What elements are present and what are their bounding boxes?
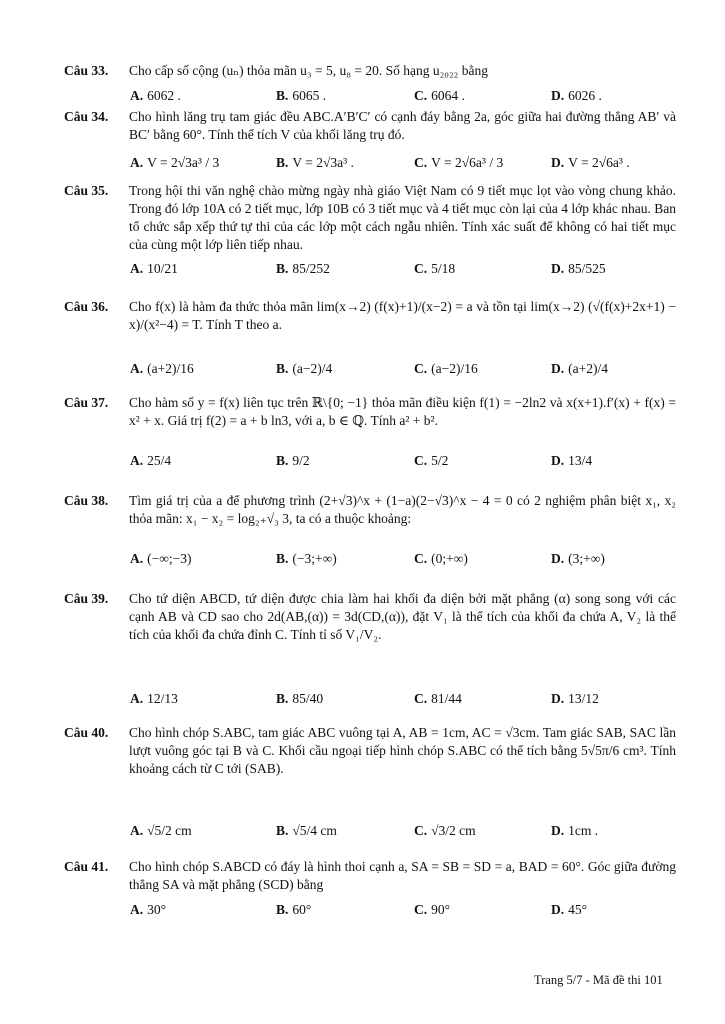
option-d[interactable]: D. 45°: [551, 902, 588, 917]
option-b[interactable]: B. 85/40: [276, 691, 324, 706]
option-c[interactable]: C. 90°: [414, 902, 451, 917]
question-text: Cho hình chóp S.ABCD có đáy là hình thoi cạnh a, SA = SB = SD = a, BAD = 60°. Góc giữa đường thẳng SA và mặt phẳng (SCD) bằng: [129, 859, 676, 892]
option-b[interactable]: B. (−3;+∞): [276, 551, 337, 566]
option-c[interactable]: C. 81/44: [414, 691, 462, 706]
option-b[interactable]: B. √5/4 cm: [276, 823, 337, 838]
option-a[interactable]: A. 10/21: [130, 261, 178, 276]
option-d[interactable]: D. 85/525: [551, 261, 606, 276]
option-a[interactable]: A. V = 2√3a³ / 3: [130, 155, 220, 170]
option-d[interactable]: D. 6026 .: [551, 88, 602, 103]
question-38: [64, 492, 676, 528]
question-37: [64, 394, 676, 430]
option-a[interactable]: A. √5/2 cm: [130, 823, 192, 838]
option-c[interactable]: C. 6064 .: [414, 88, 465, 103]
question-text: Cho hình lăng trụ tam giác đều ABC.A′B′C′ có cạnh đáy bằng 2a, góc giữa hai đường thẳng AB′ và BC′ bằng 60°. Tính thể tích V của khối lăng trụ đó.: [129, 109, 676, 142]
options-37: [130, 444, 690, 478]
question-number: Câu 37.: [64, 395, 109, 410]
option-a[interactable]: A. (−∞;−3): [130, 551, 192, 566]
question-39: [64, 590, 676, 644]
option-c[interactable]: C. V = 2√6a³ / 3: [414, 155, 504, 170]
option-c[interactable]: C. √3/2 cm: [414, 823, 476, 838]
option-a[interactable]: A. 12/13: [130, 691, 178, 706]
question-41: [64, 858, 676, 894]
option-d[interactable]: D. 13/4: [551, 453, 593, 468]
option-b[interactable]: B. 60°: [276, 902, 312, 917]
question-text: Cho hình chóp S.ABC, tam giác ABC vuông tại A, AB = 1cm, AC = √3cm. Tam giác SAB, SAC lần lượt vuông góc tại B và C. Khối cầu ngoại tiếp hình chóp S.ABC có thể tích bằng 5√5π/6 cm³. Tính khoảng cách từ C tới (SAB).: [129, 725, 676, 776]
options-34: [130, 146, 690, 180]
options-40: [130, 814, 690, 848]
options-38: [130, 542, 690, 576]
option-a[interactable]: A. (a+2)/16: [130, 361, 194, 376]
question-number: Câu 36.: [64, 299, 109, 314]
question-number: Câu 40.: [64, 725, 109, 740]
options-39: [130, 682, 690, 716]
option-c[interactable]: C. 5/18: [414, 261, 456, 276]
option-d[interactable]: D. 1cm .: [551, 823, 599, 838]
option-b[interactable]: B. 85/252: [276, 261, 330, 276]
page-footer: Trang 5/7 - Mã đề thi 101: [534, 973, 663, 987]
question-35: [64, 182, 676, 254]
question-40: [64, 724, 676, 778]
option-b[interactable]: B. 6065 .: [276, 88, 327, 103]
option-d[interactable]: D. 13/12: [551, 691, 599, 706]
question-number: Câu 41.: [64, 859, 109, 874]
question-number: Câu 33.: [64, 63, 109, 78]
options-35: [130, 252, 690, 286]
option-d[interactable]: D. V = 2√6a³ .: [551, 155, 630, 170]
question-text: Trong hội thi văn nghệ chào mừng ngày nhà giáo Việt Nam có 9 tiết mục lọt vào vòng chung khảo. Trong đó lớp 10A có 2 tiết mục, lớp 10B có 3 tiết mục và 4 tiết mục còn lại của 4 lớp khác nhau. Ban tổ chức sắp xếp thứ tự thi của các lớp một cách ngẫu nhiên. Tính xác suất để không có hai tiết mục của cùng một lớp liên tiếp nhau.: [129, 183, 676, 252]
option-b[interactable]: B. V = 2√3a³ .: [276, 155, 354, 170]
option-d[interactable]: D. (3;+∞): [551, 551, 605, 566]
option-a[interactable]: A. 30°: [130, 902, 167, 917]
question-36: [64, 298, 676, 334]
question-number: Câu 39.: [64, 591, 109, 606]
options-41: [130, 893, 690, 927]
question-text: Cho hàm số y = f(x) liên tục trên ℝ\{0; −1} thỏa mãn điều kiện f(1) = −2ln2 và x(x+1).f′(x) + f(x) = x² + x. Giá trị f(2) = a + b ln3, với a, b ∈ ℚ. Tính a² + b².: [129, 395, 676, 428]
question-number: Câu 35.: [64, 183, 109, 198]
option-c[interactable]: C. 5/2: [414, 453, 449, 468]
option-a[interactable]: A. 25/4: [130, 453, 172, 468]
options-36: [130, 352, 690, 386]
option-d[interactable]: D. (a+2)/4: [551, 361, 608, 376]
question-number: Câu 34.: [64, 109, 109, 124]
option-c[interactable]: C. (a−2)/16: [414, 361, 478, 376]
option-a[interactable]: A. 6062 .: [130, 88, 181, 103]
question-text: Cho cấp số cộng (uₙ) thỏa mãn u₃ = 5, u₈ = 20. Số hạng u₂₀₂₂ bằng: [129, 63, 489, 78]
option-b[interactable]: B. (a−2)/4: [276, 361, 333, 376]
question-text: Cho f(x) là hàm đa thức thỏa mãn lim(x→2) (f(x)+1)/(x−2) = a và tồn tại lim(x→2) (√(f(x)+2x+1) − x)/(x²−4) = T. Tính T theo a.: [129, 299, 676, 332]
question-34: [64, 108, 676, 144]
question-text: Cho tứ diện ABCD, tứ diện được chia làm hai khối đa diện bởi mặt phẳng (α) song song với các cạnh AB và CD sao cho 2d(AB,(α)) = 3d(CD,(α)), đặt V₁ là thể tích của khối đa chứa A, V₂ là thể tích của khối đa chứa đỉnh C. Tính tỉ số V₁/V₂.: [129, 591, 676, 642]
question-number: Câu 38.: [64, 493, 109, 508]
option-b[interactable]: B. 9/2: [276, 453, 310, 468]
option-c[interactable]: C. (0;+∞): [414, 551, 468, 566]
question-text: Tìm giá trị của a để phương trình (2+√3)^x + (1−a)(2−√3)^x − 4 = 0 có 2 nghiệm phân biệt x₁, x₂ thỏa mãn: x₁ − x₂ = log₂₊√₃ 3, ta có a thuộc khoảng:: [129, 493, 676, 526]
question-33: [64, 62, 676, 80]
